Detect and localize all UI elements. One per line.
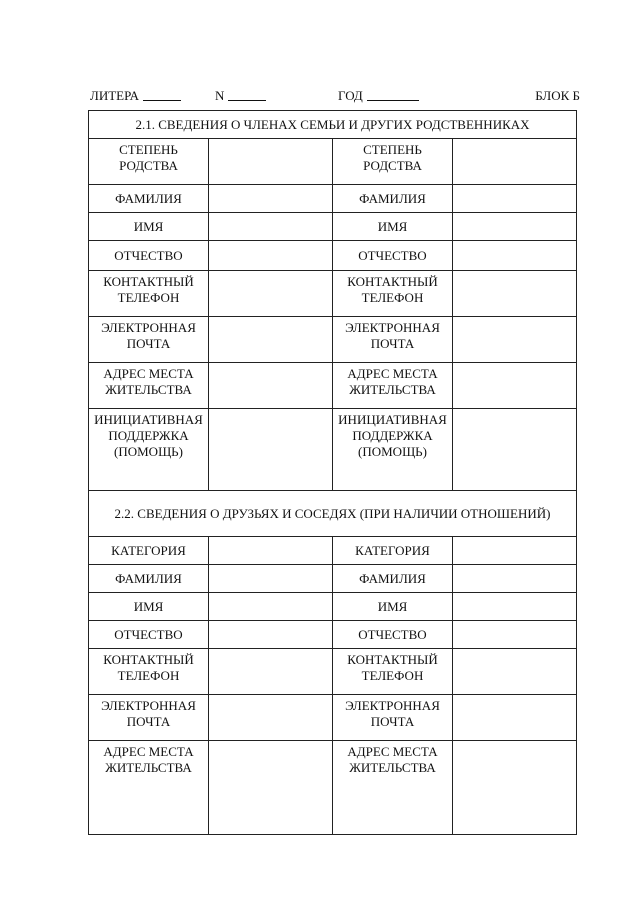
value-cell[interactable] (453, 593, 577, 621)
value-cell[interactable] (453, 271, 577, 317)
value-cell[interactable] (209, 363, 333, 409)
field-label: ЭЛЕКТРОННАЯ ПОЧТА (89, 317, 209, 363)
value-cell[interactable] (453, 241, 577, 271)
table-row (89, 537, 577, 565)
table-row (89, 621, 577, 649)
litera-label: ЛИТЕРА (90, 88, 140, 103)
value-cell[interactable] (453, 363, 577, 409)
number-field (215, 88, 224, 104)
table-row (89, 241, 577, 271)
field-label: ОТЧЕСТВО (89, 241, 209, 271)
field-label: КОНТАКТНЫЙ ТЕЛЕФОН (333, 649, 453, 695)
value-cell[interactable] (453, 695, 577, 741)
value-cell[interactable] (209, 565, 333, 593)
table-row (89, 695, 577, 741)
value-cell[interactable] (209, 695, 333, 741)
section-title-family: 2.1. СВЕДЕНИЯ О ЧЛЕНАХ СЕМЬИ И ДРУГИХ РОДСТВЕННИКАХ (89, 111, 577, 139)
field-label: ЭЛЕКТРОННАЯ ПОЧТА (333, 317, 453, 363)
value-cell[interactable] (209, 537, 333, 565)
year-label: ГОД (338, 88, 363, 103)
field-label: ФАМИЛИЯ (89, 185, 209, 213)
field-label: ИНИЦИАТИВНАЯ ПОДДЕРЖКА (ПОМОЩЬ) (89, 409, 209, 491)
field-label: СТЕПЕНЬ РОДСТВА (89, 139, 209, 185)
table-row (89, 213, 577, 241)
field-label: ИМЯ (89, 213, 209, 241)
field-label: КАТЕГОРИЯ (89, 537, 209, 565)
field-label: ОТЧЕСТВО (333, 241, 453, 271)
field-label: ФАМИЛИЯ (333, 185, 453, 213)
form-table (88, 110, 577, 835)
table-row (89, 185, 577, 213)
value-cell[interactable] (453, 565, 577, 593)
field-label: ИНИЦИАТИВНАЯ ПОДДЕРЖКА (ПОМОЩЬ) (333, 409, 453, 491)
value-cell[interactable] (209, 317, 333, 363)
value-cell[interactable] (453, 741, 577, 835)
value-cell[interactable] (453, 317, 577, 363)
value-cell[interactable] (209, 593, 333, 621)
value-cell[interactable] (453, 649, 577, 695)
value-cell[interactable] (209, 741, 333, 835)
value-cell[interactable] (453, 139, 577, 185)
year-blank[interactable] (367, 88, 419, 101)
table-row (89, 317, 577, 363)
field-label: ИМЯ (333, 213, 453, 241)
section-header-row (89, 491, 577, 537)
field-label: АДРЕС МЕСТА ЖИТЕЛЬСТВА (333, 741, 453, 835)
field-label: ОТЧЕСТВО (333, 621, 453, 649)
table-row (89, 409, 577, 491)
field-label: КОНТАКТНЫЙ ТЕЛЕФОН (333, 271, 453, 317)
value-cell[interactable] (209, 621, 333, 649)
field-label: КАТЕГОРИЯ (333, 537, 453, 565)
field-label: ФАМИЛИЯ (89, 565, 209, 593)
field-label: АДРЕС МЕСТА ЖИТЕЛЬСТВА (333, 363, 453, 409)
field-label: ЭЛЕКТРОННАЯ ПОЧТА (89, 695, 209, 741)
table-row (89, 593, 577, 621)
field-label: КОНТАКТНЫЙ ТЕЛЕФОН (89, 271, 209, 317)
value-cell[interactable] (209, 185, 333, 213)
block-label: БЛОК Б (535, 88, 580, 103)
field-label: КОНТАКТНЫЙ ТЕЛЕФОН (89, 649, 209, 695)
table-row (89, 741, 577, 835)
number-blank[interactable] (228, 88, 266, 101)
field-label: ИМЯ (89, 593, 209, 621)
table-row (89, 363, 577, 409)
value-cell[interactable] (209, 213, 333, 241)
form-header (90, 88, 580, 106)
field-label: ОТЧЕСТВО (89, 621, 209, 649)
table-row (89, 649, 577, 695)
litera-field (90, 88, 139, 104)
field-label: ФАМИЛИЯ (333, 565, 453, 593)
litera-blank[interactable] (143, 88, 181, 101)
field-label: ИМЯ (333, 593, 453, 621)
value-cell[interactable] (209, 241, 333, 271)
value-cell[interactable] (209, 271, 333, 317)
value-cell[interactable] (453, 185, 577, 213)
value-cell[interactable] (453, 621, 577, 649)
value-cell[interactable] (209, 139, 333, 185)
value-cell[interactable] (453, 409, 577, 491)
field-label: АДРЕС МЕСТА ЖИТЕЛЬСТВА (89, 363, 209, 409)
year-field (338, 88, 363, 104)
value-cell[interactable] (453, 213, 577, 241)
table-row (89, 139, 577, 185)
table-row (89, 565, 577, 593)
value-cell[interactable] (209, 409, 333, 491)
value-cell[interactable] (209, 649, 333, 695)
field-label: ЭЛЕКТРОННАЯ ПОЧТА (333, 695, 453, 741)
field-label: СТЕПЕНЬ РОДСТВА (333, 139, 453, 185)
section-title-friends: 2.2. СВЕДЕНИЯ О ДРУЗЬЯХ И СОСЕДЯХ (ПРИ НАЛИЧИИ ОТНОШЕНИЙ) (89, 491, 577, 537)
number-label: N (215, 88, 225, 103)
table-row (89, 271, 577, 317)
section-header-row (89, 111, 577, 139)
field-label: АДРЕС МЕСТА ЖИТЕЛЬСТВА (89, 741, 209, 835)
value-cell[interactable] (453, 537, 577, 565)
